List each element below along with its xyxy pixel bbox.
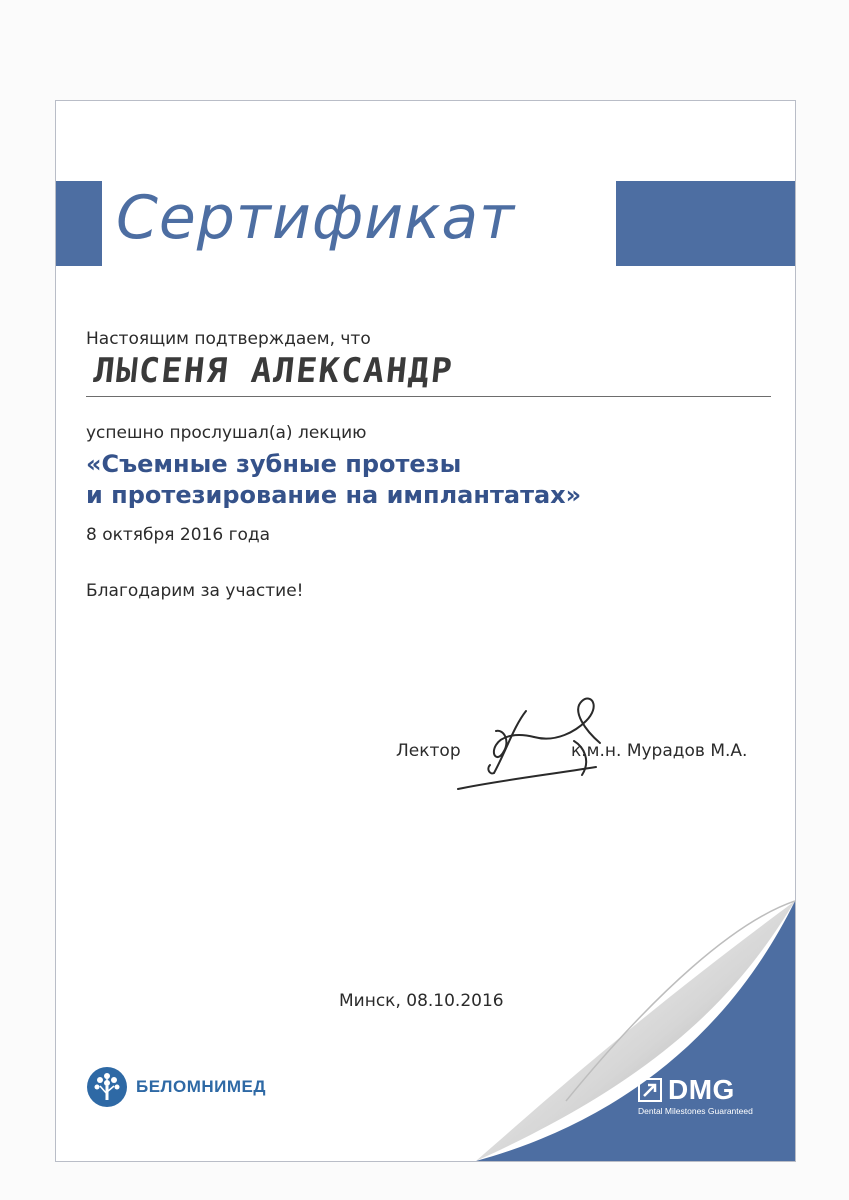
dmg-logo: [638, 1076, 753, 1116]
certificate-title: Сертификат: [116, 183, 516, 253]
belomnimed-logo: [86, 1066, 266, 1108]
belomnimed-logo-text: БЕЛОМНИМЕД: [136, 1077, 266, 1096]
place-date: Минск, 08.10.2016: [339, 991, 504, 1011]
dmg-arrow-icon: [638, 1078, 662, 1102]
intro-text: Настоящим подтверждаем, что: [86, 329, 371, 349]
certificate-frame: [55, 100, 796, 1162]
dmg-tagline: Dental Milestones Guaranteed: [638, 1106, 753, 1116]
lecturer-signature: [386, 671, 616, 791]
lecturer-label: Лектор: [396, 741, 461, 761]
lecture-title-line-2: и протезирование на имплантатах»: [86, 481, 582, 509]
thanks-text: Благодарим за участие!: [86, 581, 304, 601]
recipient-name: ЛЫСЕНЯ АЛЕКСАНДР: [91, 351, 456, 391]
completed-text: успешно прослушал(а) лекцию: [86, 423, 367, 443]
lecture-title: [86, 449, 581, 511]
header-band-right: [616, 181, 795, 266]
tree-icon: [86, 1066, 128, 1108]
page-curl-decoration: [436, 861, 795, 1161]
header-band-left: [56, 181, 102, 266]
dmg-logo-text: DMG: [668, 1074, 735, 1105]
lecture-title-line-1: «Съемные зубные протезы: [86, 450, 462, 478]
lecturer-name: к.м.н. Мурадов М.А.: [571, 741, 748, 761]
lecture-date: 8 октября 2016 года: [86, 525, 271, 545]
name-underline: [86, 396, 771, 397]
